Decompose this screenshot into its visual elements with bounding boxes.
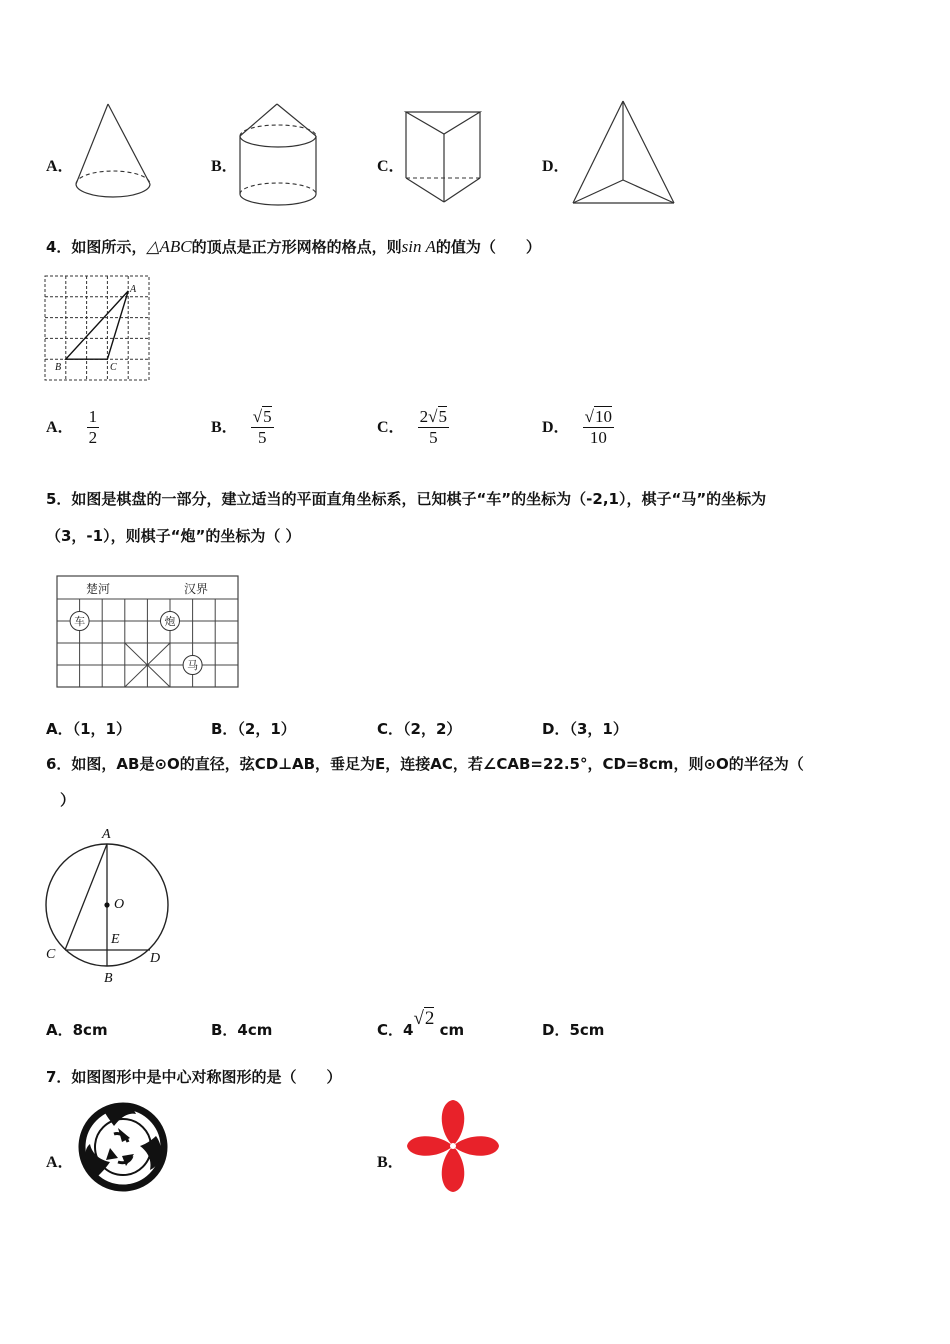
cone-solid-icon xyxy=(70,98,160,208)
q6-option-a[interactable]: A．8cm xyxy=(46,1021,108,1039)
q6-circle-figure xyxy=(40,824,174,986)
q4-option-d[interactable] xyxy=(542,407,614,448)
q6-point-b-label: B xyxy=(104,971,113,986)
petal-top xyxy=(442,1100,465,1146)
q4-point-a-label: A xyxy=(130,284,137,295)
q4-stem xyxy=(46,236,541,257)
q5-river-left-label: 楚河 xyxy=(86,582,111,596)
q4-grid-figure xyxy=(44,275,152,383)
q4-option-a-fraction xyxy=(87,407,100,448)
q7-option-b-label[interactable]: B． xyxy=(377,1154,404,1171)
q6-point-a-label: A xyxy=(102,827,111,842)
q4-option-c-coefficient: 2 xyxy=(419,407,429,426)
q5-option-c[interactable]: C．（2，2） xyxy=(377,720,462,738)
cylinder-cone-solid-icon xyxy=(232,98,324,208)
q3-option-d-label[interactable]: D． xyxy=(542,158,570,175)
q4-option-b-numerator: √5 xyxy=(252,407,272,426)
q6-point-c-label: C xyxy=(46,947,56,962)
q4-option-b[interactable] xyxy=(211,407,274,448)
q5-piece-che xyxy=(70,612,89,631)
q5-piece-pao xyxy=(161,612,180,631)
q5-piece-pao-label: 炮 xyxy=(164,615,176,628)
q4-stem-part-a: 4．如图所示， xyxy=(46,238,147,256)
q3-option-c-label[interactable]: C． xyxy=(377,158,405,175)
triangular-pyramid-icon xyxy=(566,96,682,210)
q3-option-b-label[interactable]: B． xyxy=(211,158,238,175)
q6-point-e-label: E xyxy=(111,932,120,947)
q6-option-c-radicand: 2 xyxy=(424,1008,435,1029)
q5-piece-che-label: 车 xyxy=(74,615,86,628)
q5-option-a[interactable]: A．（1，1） xyxy=(46,720,131,738)
red-four-petal-flower-icon xyxy=(403,1096,503,1196)
triple-bird-emblem-icon xyxy=(74,1098,172,1196)
q4-option-b-radicand: 5 xyxy=(263,407,272,426)
q5-river-right-label: 汉界 xyxy=(184,582,209,596)
q6-option-b[interactable]: B．4cm xyxy=(211,1021,273,1039)
q5-piece-ma xyxy=(183,656,202,675)
q3-option-a-label[interactable]: A． xyxy=(46,158,74,175)
q4-triangle-symbol: △ABC xyxy=(146,237,192,256)
q4-option-a-label: A． xyxy=(46,419,74,436)
q4-option-d-fraction xyxy=(583,407,614,448)
q4-option-b-fraction xyxy=(251,407,274,448)
q4-stem-part-c: 的值为（ ） xyxy=(435,238,541,256)
q6-point-o-label: O xyxy=(114,897,125,912)
q4-point-c-label: C xyxy=(110,362,117,373)
q5-stem-line1: 5．如图是棋盘的一部分，建立适当的平面直角坐标系，已知棋子“车”的坐标为（-2,1），棋子“马”的坐标为 xyxy=(46,490,767,508)
q4-option-d-radicand: 10 xyxy=(595,407,612,426)
q4-option-c-denominator: 5 xyxy=(429,428,438,447)
q4-option-c-numerator: 2√5 xyxy=(419,407,447,426)
q4-option-d-numerator: √10 xyxy=(584,407,612,426)
q4-stem-part-b: 的顶点是正方形网格的格点，则 xyxy=(191,238,402,256)
q6-point-d-label: D xyxy=(150,951,161,966)
q4-option-b-denominator: 5 xyxy=(257,428,267,447)
q6-stem-line1: 6．如图，AB是⊙O的直径，弦CD⊥AB，垂足为E，连接AC，若∠CAB=22.5°，CD=8cm，则⊙O的半径为（ xyxy=(46,755,804,773)
q6-option-c[interactable]: C．4√2 cm xyxy=(377,1008,465,1039)
q5-chessboard-figure xyxy=(56,575,241,691)
triangular-prism-icon xyxy=(400,104,490,210)
q4-option-c-label: C． xyxy=(377,419,405,436)
q4-sin-symbol: sin A xyxy=(401,237,436,256)
q4-option-c-fraction xyxy=(418,407,449,448)
q4-option-b-label: B． xyxy=(211,419,238,436)
q7-option-a-label[interactable]: A． xyxy=(46,1154,74,1171)
q4-point-b-label: B xyxy=(55,362,62,373)
q5-option-d[interactable]: D．（3，1） xyxy=(542,720,628,738)
q4-option-a[interactable] xyxy=(46,407,99,448)
petal-left xyxy=(407,1136,453,1156)
q5-piece-ma-label: 马 xyxy=(187,659,199,672)
q4-option-d-denominator: 10 xyxy=(589,428,607,447)
petal-right xyxy=(453,1136,499,1156)
q6-option-d[interactable]: D．5cm xyxy=(542,1021,605,1039)
q6-option-c-prefix: C．4 xyxy=(377,1021,414,1039)
q4-option-a-numerator: 1 xyxy=(88,407,98,426)
q6-option-c-unit: cm xyxy=(439,1021,465,1039)
q4-option-a-denominator: 2 xyxy=(88,428,98,447)
q7-stem: 7．如图图形中是中心对称图形的是（ ） xyxy=(46,1068,342,1086)
q4-option-c[interactable] xyxy=(377,407,449,448)
q6-stem-line2: ） xyxy=(60,791,76,809)
q4-option-d-label: D． xyxy=(542,419,570,436)
q5-stem-line2: （3，-1），则棋子“炮”的坐标为（ ） xyxy=(46,527,301,545)
q4-option-c-radicand: 5 xyxy=(438,407,447,426)
petal-bottom xyxy=(442,1146,465,1192)
q5-option-b[interactable]: B．（2，1） xyxy=(211,720,296,738)
